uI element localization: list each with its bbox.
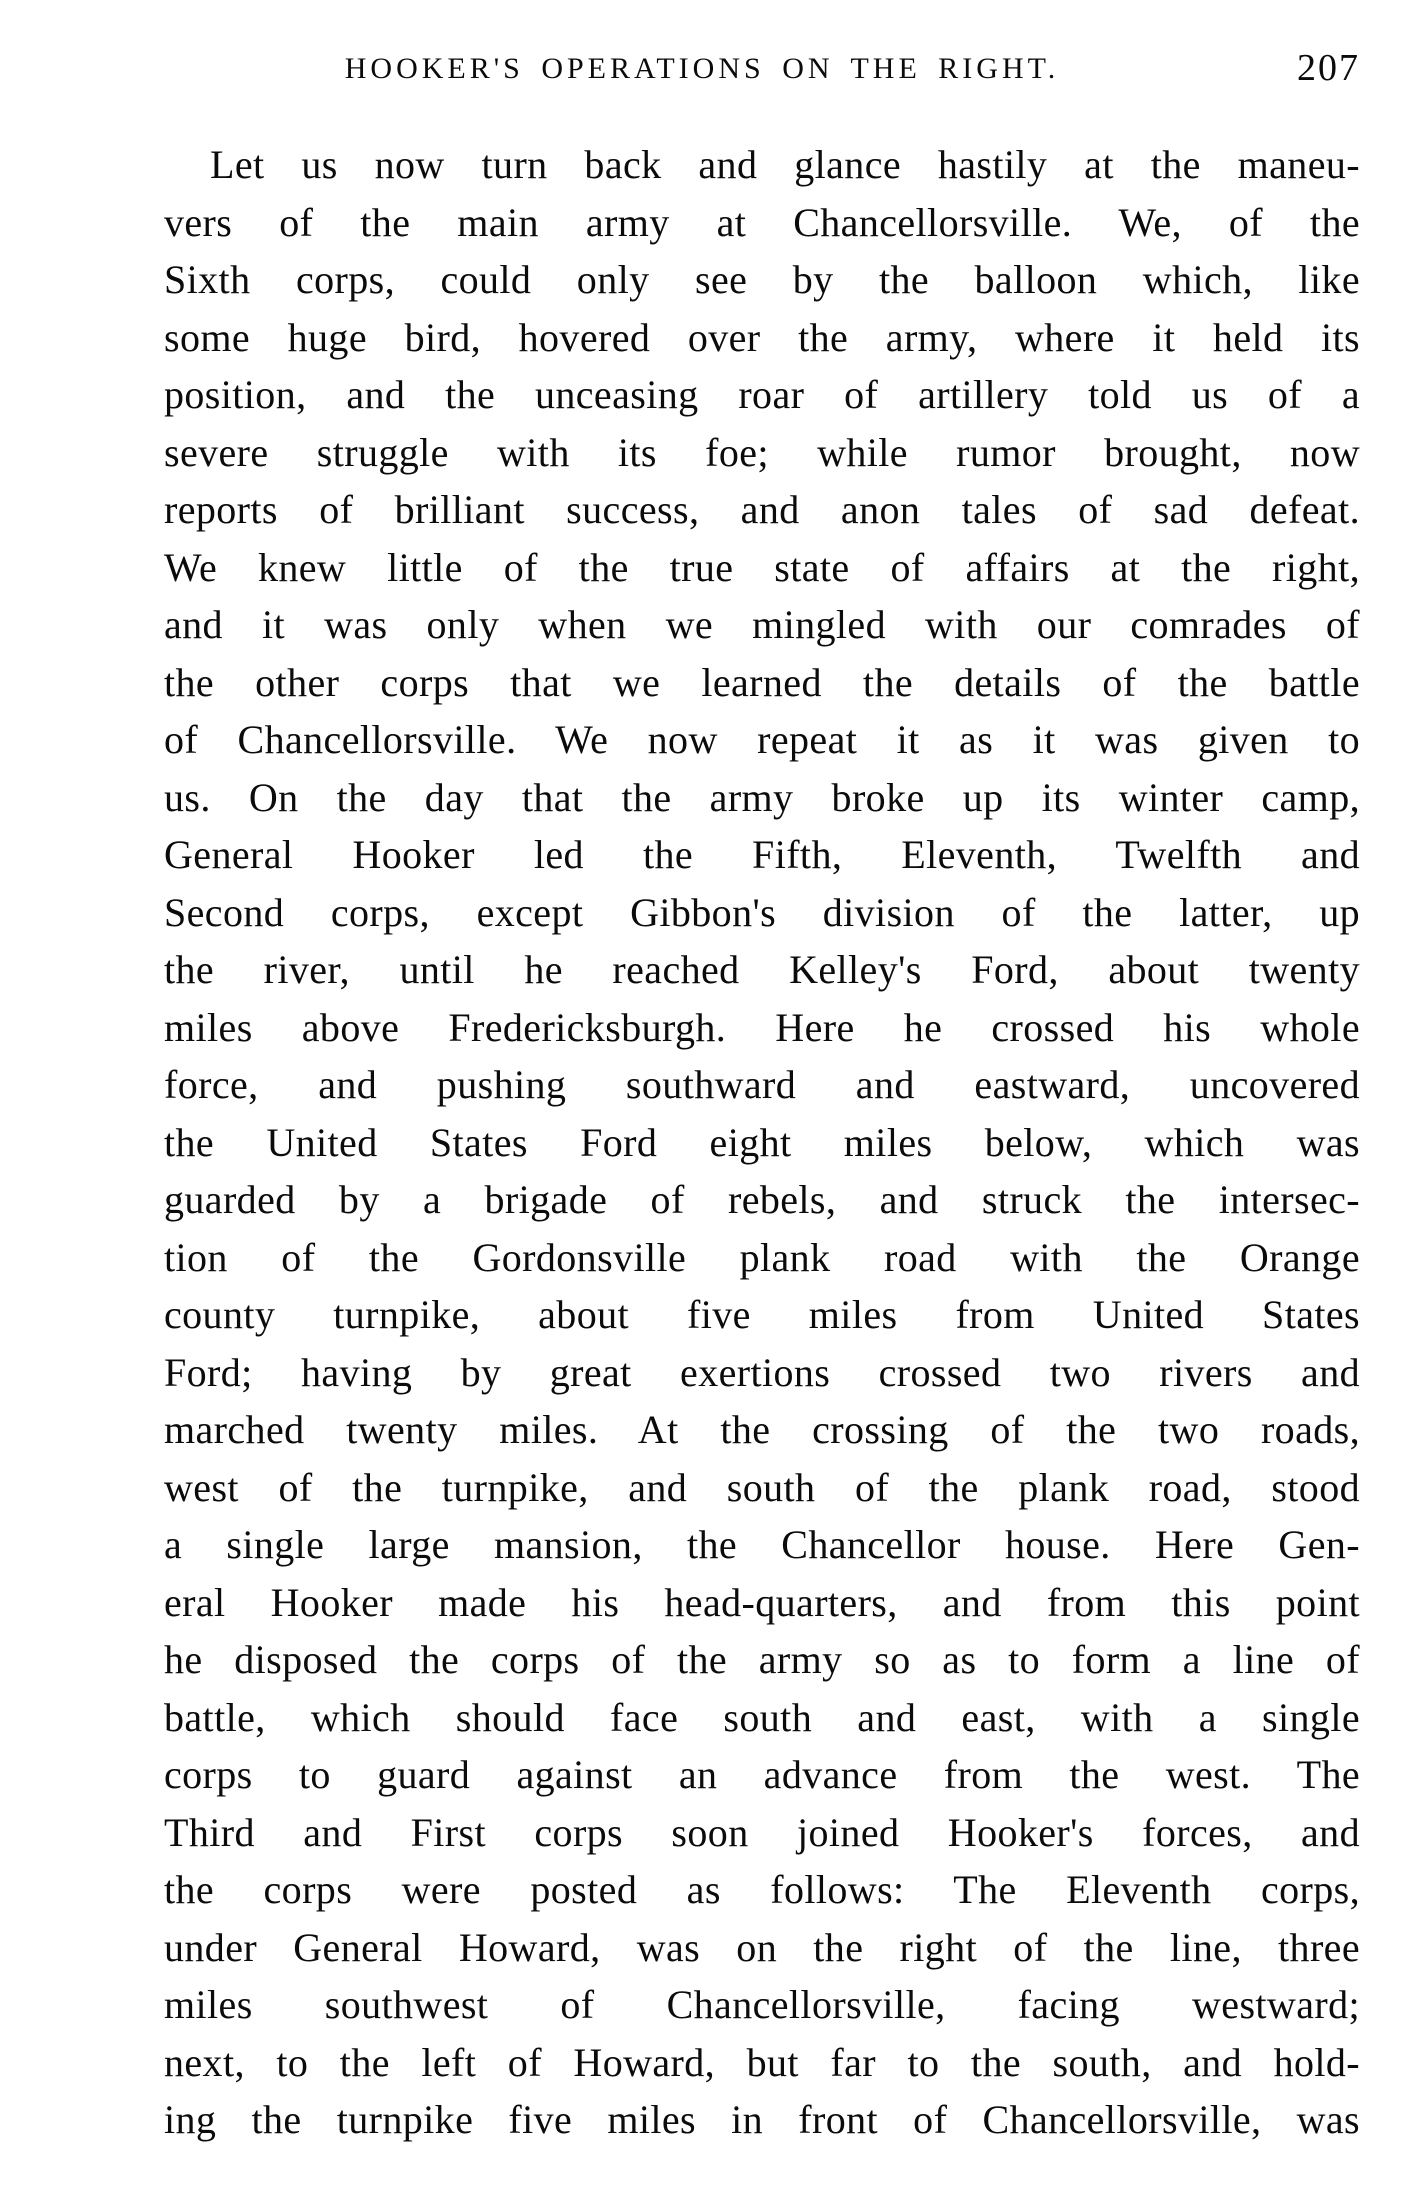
text-line: General Hooker led the Fifth, Eleventh, Twelfth and: [164, 832, 1360, 877]
text-line: Third and First corps soon joined Hooker's forces, and: [164, 1809, 1360, 1855]
text-line: under General Howard, was on the right of the line, three: [164, 1924, 1360, 1970]
page-title: HOOKER'S OPERATIONS ON THE RIGHT.: [344, 52, 1060, 85]
text-line: Ford; having by great exertions crossed two rivers and: [164, 1349, 1360, 1395]
text-line: Let us now turn back and glance hastily at the maneu-: [210, 142, 1360, 187]
text-line: a single large mansion, the Chancellor house. Here Gen-: [164, 1522, 1360, 1567]
text-line: marched twenty miles. At the crossing of the two roads,: [164, 1407, 1360, 1452]
text-line: and it was only when we mingled with our comrades of: [164, 602, 1360, 647]
text-line: county turnpike, about five miles from United States: [164, 1292, 1360, 1337]
text-line: guarded by a brigade of rebels, and struck the intersec-: [164, 1177, 1360, 1222]
text-line: We knew little of the true state of affairs at the right,: [164, 544, 1360, 590]
text-line: miles above Fredericksburgh. Here he crossed his whole: [164, 1004, 1360, 1050]
text-line: severe struggle with its foe; while rumor brought, now: [164, 429, 1360, 475]
text-line: west of the turnpike, and south of the plank road, stood: [164, 1464, 1360, 1510]
text-line: reports of brilliant success, and anon tales of sad defeat.: [164, 487, 1360, 532]
page-number: 207: [1297, 47, 1360, 89]
text-line: the river, until he reached Kelley's Ford, about twenty: [164, 947, 1360, 992]
text-line: Second corps, except Gibbon's division of the latter, up: [164, 889, 1360, 935]
text-line: Sixth corps, could only see by the balloon which, like: [164, 257, 1360, 302]
text-line: us. On the day that the army broke up its winter camp,: [164, 774, 1360, 820]
text-line: position, and the unceasing roar of artillery told us of a: [164, 372, 1360, 417]
text-line: of Chancellorsville. We now repeat it as it was given to: [164, 717, 1360, 762]
text-line: he disposed the corps of the army so as to form a line of: [164, 1637, 1360, 1682]
text-line: battle, which should face south and east, with a single: [164, 1694, 1360, 1740]
text-line: the other corps that we learned the details of the battle: [164, 659, 1360, 705]
text-line: the United States Ford eight miles below, which was: [164, 1119, 1360, 1165]
text-line: ing the turnpike five miles in front of Chancellorsville, was: [164, 2097, 1360, 2142]
text-line: miles southwest of Chancellorsville, facing westward;: [164, 1982, 1360, 2027]
text-line: the corps were posted as follows: The Eleventh corps,: [164, 1867, 1360, 1912]
text-line: tion of the Gordonsville plank road with the Orange: [164, 1234, 1360, 1280]
text-line: force, and pushing southward and eastward, uncovered: [164, 1062, 1360, 1107]
text-line: next, to the left of Howard, but far to the south, and hold-: [164, 2039, 1360, 2085]
text-line: corps to guard against an advance from the west. The: [164, 1752, 1360, 1797]
running-head: [164, 47, 1360, 90]
text-line: some huge bird, hovered over the army, where it held its: [164, 314, 1360, 360]
body-paragraph: [164, 136, 1360, 2149]
text-block: [164, 47, 1360, 2149]
text-line: vers of the main army at Chancellorsville. We, of the: [164, 199, 1360, 245]
text-line: eral Hooker made his head-quarters, and from this point: [164, 1579, 1360, 1625]
